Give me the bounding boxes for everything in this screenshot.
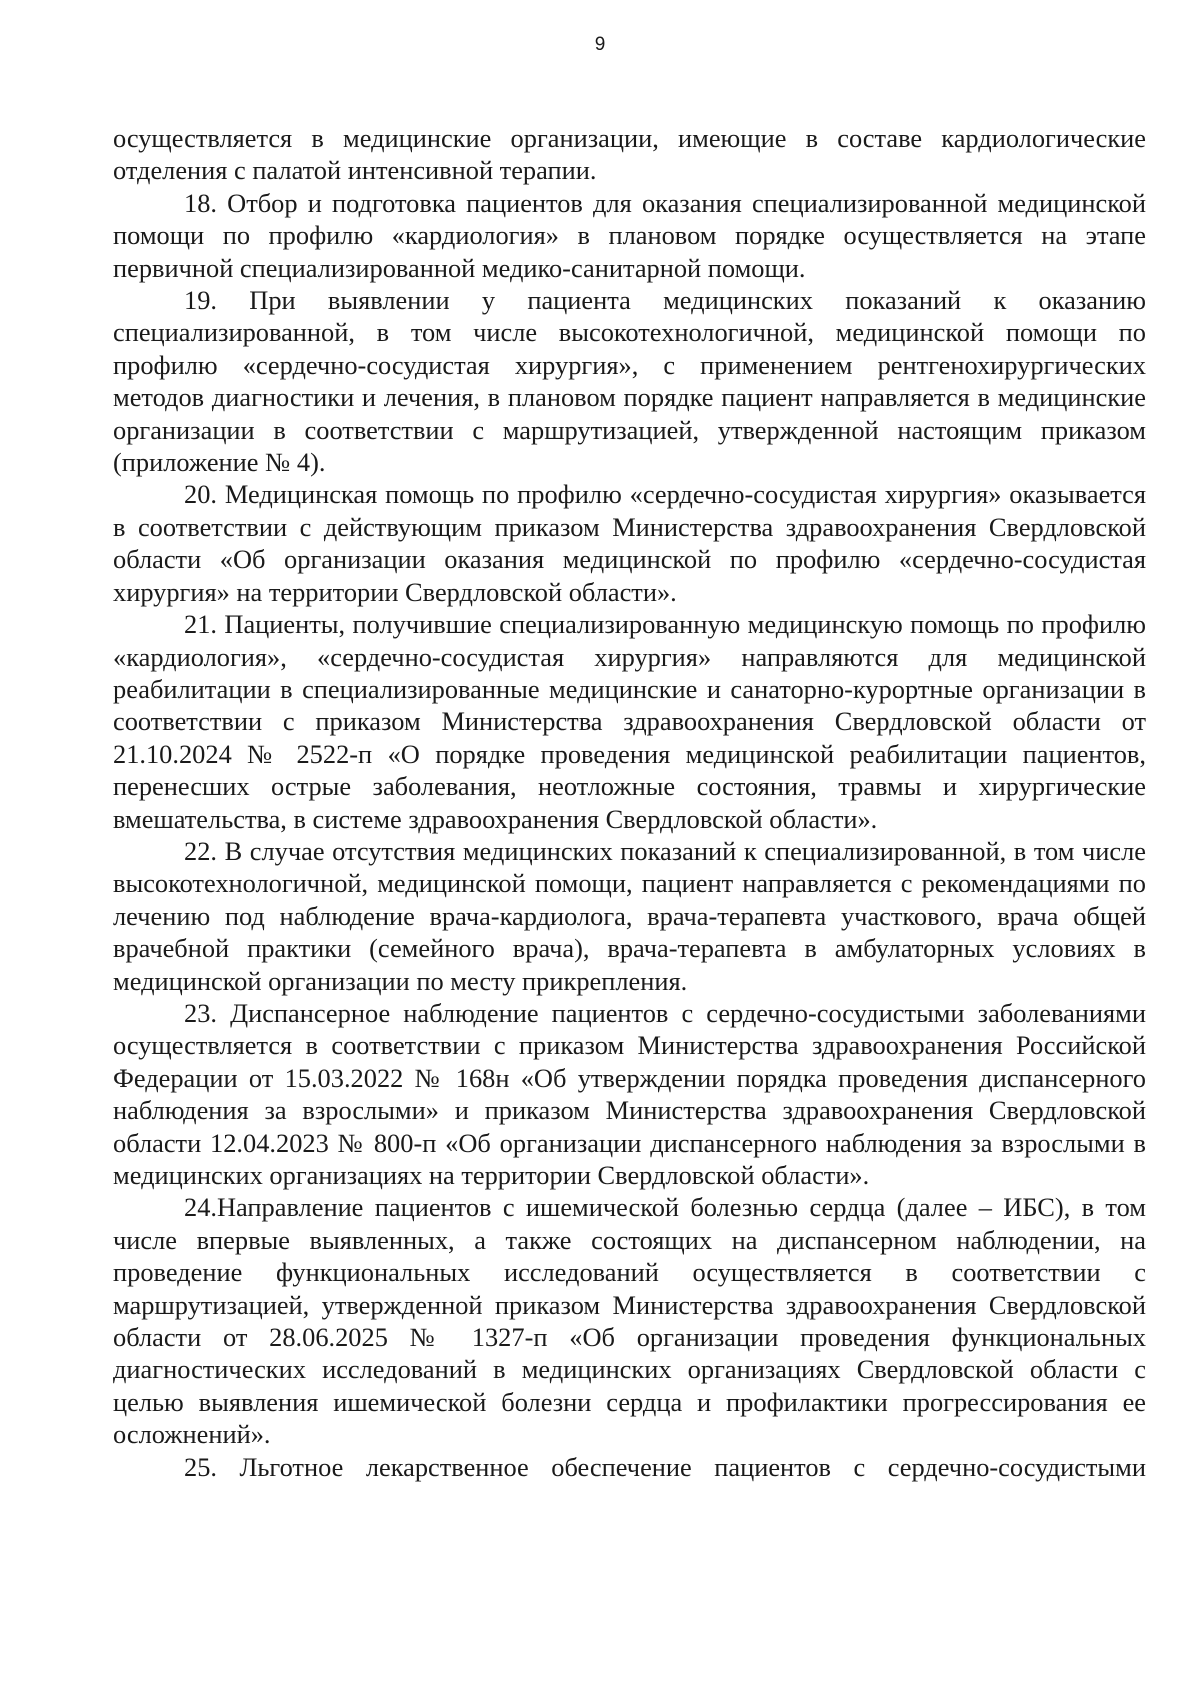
paragraph-18: 18. Отбор и подготовка пациентов для оказания специализированной медицинской помощи по профилю «кардиология» в плановом порядке осуществляется на этапе первичной специализированной медико-санитарной помощи. [113, 187, 1146, 283]
paragraph-continuation: осуществляется в медицинские организации, имеющие в составе кардиологические отделения с палатой интенсивной терапии. [113, 123, 1146, 186]
paragraph-22: 22. В случае отсутствия медицинских показаний к специализированной, в том числе высокотехнологичной, медицинской помощи, пациент направляется с рекомендациями по лечению под наблюдение врача-кардиолога, врача-терапевта участкового, врача общей врачебной практики (семейного врача), врача-терапевта в амбулаторных условиях в медицинской организации по месту прикрепления. [113, 835, 1146, 996]
paragraph-25: 25. Льготное лекарственное обеспечение пациентов с сердечно-сосудистыми [184, 1451, 1146, 1482]
document-body [113, 122, 1146, 1483]
paragraph-20: 20. Медицинская помощь по профилю «сердечно-сосудистая хирургия» оказывается в соответствии с действующим приказом Министерства здравоохранения Свердловской области «Об организации оказания медицинской по профилю «сердечно-сосудистая хирургия» на территории Свердловской области». [113, 479, 1146, 607]
paragraph-19: 19. При выявлении у пациента медицинских показаний к оказанию специализированной, в том числе высокотехнологичной, медицинской помощи по профилю «сердечно-сосудистая хирургия», с применением рентгенохирургических методов диагностики и лечения, в плановом порядке пациент направляется в медицинские организации в соответствии с маршрутизацией, утвержденной настоящим приказом (приложение № 4). [113, 285, 1146, 478]
paragraph-24: 24.Направление пациентов с ишемической болезнью сердца (далее – ИБС), в том числе впервые выявленных, а также состоящих на диспансерном наблюдении, на проведение функциональных исследований осуществляется в соответствии с маршрутизацией, утвержденной приказом Министерства здравоохранения Свердловской области от 28.06.2025 № 1327-п «Об организации проведения функциональных диагностических исследований в медицинских организациях Свердловской области с целью выявления ишемической болезни сердца и профилактики прогрессирования ее осложнений». [113, 1192, 1146, 1450]
paragraph-23: 23. Диспансерное наблюдение пациентов с сердечно-сосудистыми заболеваниями осуществляется в соответствии с приказом Министерства здравоохранения Российской Федерации от 15.03.2022 № 168н «Об утверждении порядка проведения диспансерного наблюдения за взрослыми» и приказом Министерства здравоохранения Свердловской области 12.04.2023 № 800-п «Об организации диспансерного наблюдения за взрослыми в медицинских организациях на территории Свердловской области». [113, 997, 1146, 1190]
page-number: 9 [594, 34, 606, 55]
paragraph-21: 21. Пациенты, получившие специализированную медицинскую помощь по профилю «кардиология», «сердечно-сосудистая хирургия» направляются для медицинской реабилитации в специализированные медицинские и санаторно-курортные организации в соответствии с приказом Министерства здравоохранения Свердловской области от 21.10.2024 № 2522-п «О порядке проведения медицинской реабилитации пациентов, перенесших острые заболевания, неотложные состояния, травмы и хирургические вмешательства, в системе здравоохранения Свердловской области». [113, 609, 1146, 834]
